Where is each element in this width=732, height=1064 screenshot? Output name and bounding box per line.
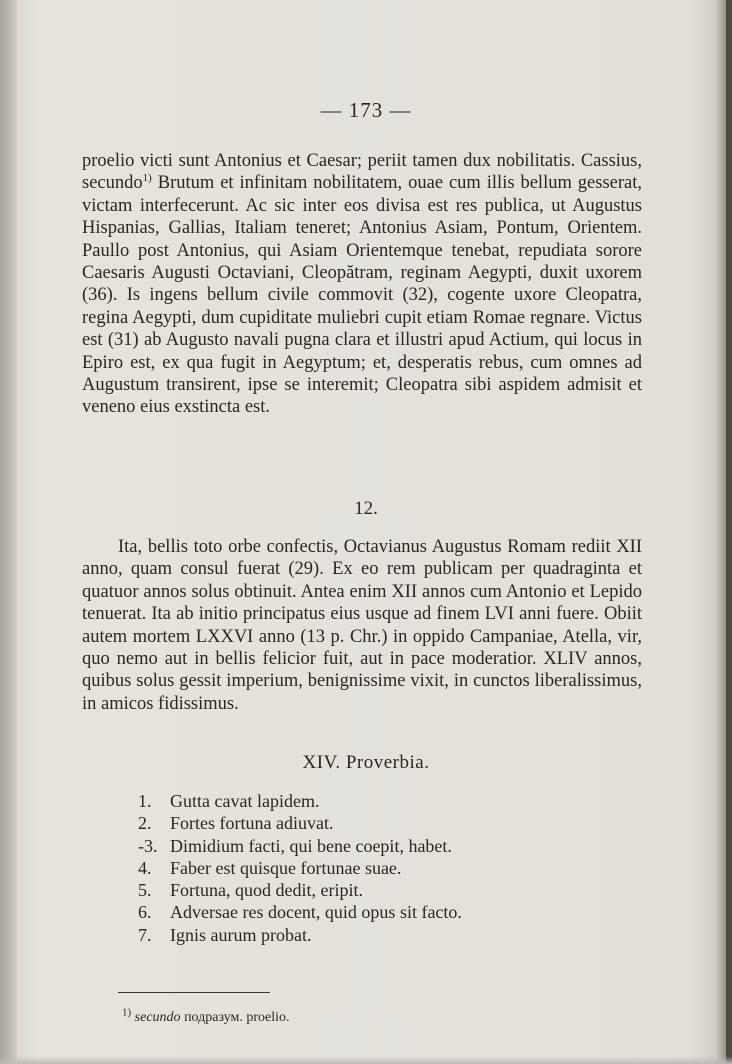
paragraph-1 [82,150,642,419]
footnote-reference: 1) [142,172,152,185]
footnote-text: подразум. proelio. [184,1010,290,1025]
list-item-number: 4. [138,857,152,878]
list-item-text: Fortes fortuna adiuvat. [170,813,334,834]
list-item-number: 6. [138,902,152,923]
list-item-text: Fortuna, quod dedit, eripit. [170,880,363,901]
list-item-text: Dimidium facti, qui bene coepit, habet. [170,835,452,856]
page-edge-dark [726,0,732,1064]
section-title: XIV. Proverbia. [302,752,430,773]
list-item [138,901,618,923]
list-item [138,924,618,946]
list-item-number: 5. [138,880,152,901]
page-bottom-edge [0,1056,732,1064]
list-item-number: -3. [138,835,158,856]
list-item [138,857,618,879]
list-item [138,790,618,812]
list-item-text: Faber est quisque fortunae suae. [170,857,402,878]
list-item [138,835,618,857]
footnote-term: secundo [134,1010,181,1025]
list-item-text: Adversae res docent, quid opus sit facto. [170,902,462,923]
section-number: 12. [354,498,378,519]
footnote-mark: 1) [122,1006,132,1019]
list-item-number: 2. [138,813,152,834]
list-item-text: Gutta cavat lapidem. [170,791,320,811]
paragraph-1-text-b: Brutum et infinitam nobilitatem, ouae cum illis bellum gesserat, victam interfecerunt. Ac sic inter eos divisa est res publica, ut Augustus Hispanias, Gallias, Italiam teneret; Antonius Asiam, Pontum, Orientem. Paullo post Antonius, qui Asiam Orientemque tenebat, repudiata sorore Caesaris Augusti Octaviani, Cleopătram, reginam Aegypti, duxit uxorem (36). Is ingens bellum civile commovit (32), cogente uxore Cleopatra, regina Aegypti, dum cupiditate muliebri cupit etiam Romae regnare. Victus est (31) ab Augusto navali pugna clara et illustri apud Actium, qui locus in Epiro est, ex qua fugit in Aegyptum; et, desperatis rebus, cum omnes ad Augustum transirent, ipse se interemit; Cleopatra sibi aspidem admisit et veneno eius exstincta est. [82,173,643,418]
proverb-list [138,790,618,946]
list-item [138,879,618,901]
paragraph-1-text-a: proelio victi sunt Antonius et Caesar; periit tamen dux nobilitatis. Cassius, secundo [82,151,642,194]
list-item-text: Ignis aurum probat. [170,924,312,945]
footnote [122,1006,290,1026]
page-spine-shadow [0,0,18,1064]
paragraph-2: Ita, bellis toto orbe confectis, Octavianus Augustus Romam rediit XII anno, quam consul fuerat (29). Ex eo rem publicam per quadraginta et quatuor annos solus obtinuit. Antea enim XII annos cum Antonio et Lepido tenuerat. Ita ab initio principatus eius usque ad finem LVI anni fuere. Obiit autem mortem LXXVI anno (13 p. Chr.) in oppido Campaniae, Atella, vir, quo nemo aut in bellis felicior fuit, aut in pace moderatior. XLIV annos, quibus solus gessit imperium, benignissime vixit, in cunctos liberalissimus, in amicos fidissimus. [82,537,642,714]
page-number: — 173 — [320,98,412,122]
list-item [138,812,618,834]
footnote-divider [118,992,270,993]
list-item-number: 7. [138,924,152,945]
list-item-number: 1. [138,791,152,811]
